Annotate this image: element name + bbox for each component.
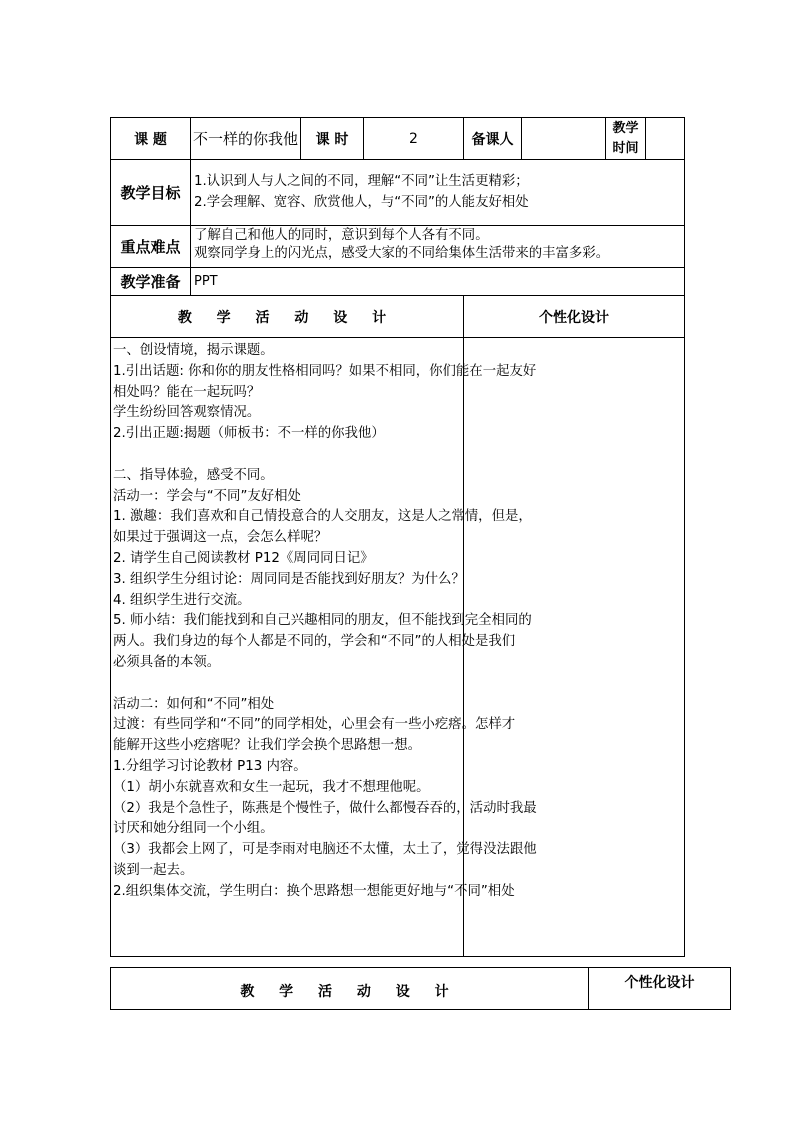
design-line: 3. 组织学生分组讨论：周同同是否能找到好朋友？为什么？ xyxy=(113,571,465,587)
design-line: （1）胡小东就喜欢和女生一起玩，我才不想理他呢。 xyxy=(113,779,430,795)
design-line: 2. 请学生自己阅读教材 P12《周同同日记》 xyxy=(113,550,374,566)
hours-label: 课 时 xyxy=(301,118,364,160)
preparer-label: 备课人 xyxy=(464,118,522,160)
personal-design-title: 个性化设计 xyxy=(464,296,685,338)
design-line: （2）我是个急性子，陈燕是个慢性子，做什么都慢吞吞的，活动时我最 xyxy=(113,800,537,816)
design-line: 1.分组学习讨论教材 P13 内容。 xyxy=(113,758,307,774)
design-line: 二、指导体验，感受不同。 xyxy=(113,467,274,483)
design-title: 教 学 活 动 设 计 xyxy=(111,296,464,338)
subject-label: 课 题 xyxy=(111,118,191,160)
design-line: 一、创设情境，揭示课题。 xyxy=(113,343,274,358)
prep-label: 教学准备 xyxy=(111,268,191,296)
design-table-2 xyxy=(110,967,731,1010)
design-line: 如果过于强调这一点，会怎么样呢？ xyxy=(113,530,328,546)
design-line xyxy=(113,445,463,466)
design-line: 活动一：学会与“不同”友好相处 xyxy=(113,488,301,504)
design-line xyxy=(113,674,463,695)
goals-label: 教学目标 xyxy=(111,160,191,226)
time-label: 教学时间 xyxy=(606,118,646,160)
design-line: 谈到一起去。 xyxy=(113,862,194,878)
design-line: 5. 师小结：我们能找到和自己兴趣相同的朋友，但不能找到完全相同的 xyxy=(113,613,532,629)
personal-design-title-2: 个性化设计 xyxy=(589,968,731,1010)
time-value xyxy=(646,118,685,160)
goal-line: 1.认识到人与人之间的不同，理解“不同”让生活更精彩； xyxy=(194,173,529,189)
prep-value: PPT xyxy=(191,268,685,296)
hours-value: 2 xyxy=(364,118,464,160)
design-line: 1.引出话题: 你和你的朋友性格相同吗？如果不相同，你们能在一起友好 xyxy=(113,363,537,379)
key-points-label: 重点难点 xyxy=(111,226,191,268)
design-line: 4. 组织学生进行交流。 xyxy=(113,592,251,608)
design-line: 相处吗？能在一起玩吗？ xyxy=(113,384,261,400)
subject-value: 不一样的你我他 xyxy=(191,118,301,160)
design-line: （3）我都会上网了，可是李雨对电脑还不太懂，太土了，觉得没法跟他 xyxy=(113,842,537,858)
design-line: 过渡：有些同学和“不同”的同学相处，心里会有一些小疙瘩。怎样才 xyxy=(113,717,516,733)
key-point-line: 观察同学身上的闪光点，感受大家的不同给集体生活带来的丰富多彩。 xyxy=(194,246,610,261)
design-line: 能解开这些小疙瘩呢？让我们学会换个思路想一想。 xyxy=(113,738,421,754)
goal-line: 2.学会理解、宽容、欣赏他人，与“不同”的人能友好相处 xyxy=(194,194,529,210)
lesson-plan-table xyxy=(110,117,685,957)
design-title-2: 教 学 活 动 设 计 xyxy=(111,968,589,1010)
design-line: 2.引出正题:揭题（师板书：不一样的你我他） xyxy=(113,426,385,442)
design-line: 活动二：如何和“不同”相处 xyxy=(113,696,275,712)
key-point-line: 了解自己和他人的同时，意识到每个人各有不同。 xyxy=(194,228,489,243)
design-content xyxy=(111,338,537,957)
design-line: 两人。我们身边的每个人都是不同的，学会和“不同”的人相处是我们 xyxy=(113,634,516,650)
preparer-value xyxy=(522,118,606,160)
design-line: 2.组织集体交流，学生明白：换个思路想一想能更好地与“不同”相处 xyxy=(113,883,515,899)
design-line: 学生纷纷回答观察情况。 xyxy=(113,405,261,421)
design-line: 讨厌和她分组同一个小组。 xyxy=(113,821,274,837)
design-line: 必须具备的本领。 xyxy=(113,654,221,670)
design-line: 1. 激趣：我们喜欢和自己情投意合的人交朋友，这是人之常情，但是， xyxy=(113,509,532,525)
